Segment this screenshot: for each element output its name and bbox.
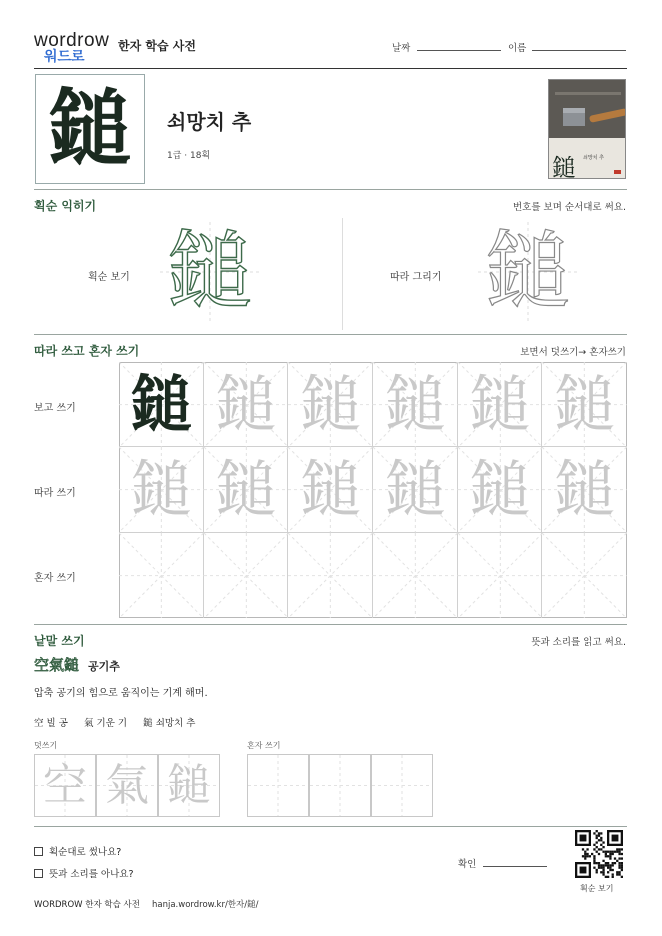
check-item-stroke[interactable] bbox=[34, 844, 121, 858]
trace-character: 鎚 bbox=[553, 453, 616, 527]
gloss-3-char: 鎚 bbox=[143, 718, 153, 729]
practice-rule bbox=[34, 624, 627, 625]
date-label: 날짜 bbox=[392, 43, 411, 54]
word-trace-cell[interactable] bbox=[34, 754, 96, 817]
model-character: 鎚 bbox=[130, 368, 193, 441]
info-rule bbox=[34, 189, 627, 190]
practice-cell[interactable] bbox=[458, 362, 543, 447]
word-trace-character: 氣 bbox=[105, 760, 149, 811]
practice-cell[interactable] bbox=[288, 447, 373, 532]
confirm-label: 확인 bbox=[458, 859, 477, 870]
stroke-order-character: 鎚 bbox=[167, 222, 253, 322]
word-solo-cell[interactable] bbox=[371, 754, 433, 817]
practice-cell[interactable] bbox=[288, 533, 373, 618]
practice-cell[interactable] bbox=[119, 533, 204, 618]
gloss-1-text: 빌 공 bbox=[46, 718, 68, 729]
thumbnail-hanja: 鎚 bbox=[552, 154, 576, 179]
checkbox[interactable] bbox=[34, 869, 43, 878]
practice-cell[interactable] bbox=[542, 447, 627, 532]
row-label-see: 보고 쓰기 bbox=[34, 403, 76, 414]
stroke-divider bbox=[342, 218, 343, 330]
practice-cell[interactable] bbox=[288, 362, 373, 447]
qr-label: 획순 보기 bbox=[580, 884, 614, 893]
practice-cell[interactable] bbox=[542, 533, 627, 618]
check-item-meaning-label: 뜻과 소리를 아나요? bbox=[49, 869, 134, 880]
main-character-box bbox=[35, 74, 145, 184]
word-glosses bbox=[34, 715, 195, 729]
main-character: 鎚 bbox=[47, 79, 132, 178]
trace-character: 鎚 bbox=[215, 453, 278, 527]
gloss-1-char: 空 bbox=[34, 718, 44, 729]
qr-code-icon bbox=[575, 830, 623, 878]
stroke-section-title: 획순 익히기 bbox=[34, 199, 97, 213]
thumbnail-image bbox=[548, 79, 626, 179]
header-title: 한자 학습 사전 bbox=[118, 39, 196, 53]
footer-brand: WORDROW 한자 학습 사전 bbox=[34, 900, 140, 910]
practice-cell[interactable] bbox=[204, 447, 289, 532]
stroke-order-figure bbox=[160, 222, 260, 322]
word-reading: 공기추 bbox=[88, 660, 120, 673]
trace-character: 鎚 bbox=[469, 368, 532, 441]
gloss-2-char: 氣 bbox=[83, 718, 94, 729]
check-item-stroke-label: 획순대로 썼나요? bbox=[49, 847, 122, 858]
practice-title: 따라 쓰고 혼자 쓰기 bbox=[34, 344, 140, 358]
practice-cell[interactable] bbox=[204, 533, 289, 618]
word-trace-cell[interactable] bbox=[158, 754, 220, 817]
word-title: 낱말 쓰기 bbox=[34, 634, 85, 648]
checkbox[interactable] bbox=[34, 847, 43, 856]
word-trace-cell[interactable] bbox=[96, 754, 158, 817]
word-solo-label: 혼자 쓰기 bbox=[247, 741, 281, 750]
name-field[interactable] bbox=[532, 50, 626, 51]
stroke-rule bbox=[34, 334, 627, 335]
practice-cell[interactable] bbox=[542, 362, 627, 447]
row-label-trace: 따라 쓰기 bbox=[34, 488, 76, 499]
row-label-solo: 혼자 쓰기 bbox=[34, 573, 76, 584]
qr-code[interactable] bbox=[575, 830, 623, 878]
trace-character: 鎚 bbox=[384, 453, 447, 527]
word-solo-cell[interactable] bbox=[309, 754, 371, 817]
date-field[interactable] bbox=[417, 50, 501, 51]
word-solo-cell[interactable] bbox=[247, 754, 309, 817]
gloss-3-text: 쇠망치 추 bbox=[155, 718, 196, 729]
stroke-view-label: 획순 보기 bbox=[88, 272, 130, 283]
word-trace-character: 鎚 bbox=[167, 760, 211, 811]
trace-label: 따라 그리기 bbox=[390, 272, 442, 283]
gloss-2-text: 기운 기 bbox=[96, 718, 128, 729]
practice-cell[interactable] bbox=[373, 362, 458, 447]
practice-cell[interactable] bbox=[458, 533, 543, 618]
practice-cell[interactable] bbox=[458, 447, 543, 532]
trace-figure[interactable] bbox=[478, 222, 578, 322]
trace-character: 鎚 bbox=[299, 368, 362, 441]
thumbnail-caption: 쇠망치 추 bbox=[583, 155, 604, 161]
practice-cell[interactable] bbox=[119, 447, 204, 532]
practice-cell[interactable] bbox=[373, 447, 458, 532]
trace-character: 鎚 bbox=[469, 453, 532, 527]
trace-character: 鎚 bbox=[130, 453, 193, 527]
practice-cell[interactable] bbox=[204, 362, 289, 447]
logo-wordmark: wordrow bbox=[34, 30, 110, 51]
trace-character: 鎚 bbox=[215, 368, 278, 441]
word-rule bbox=[34, 826, 627, 827]
footer-url[interactable]: hanja.wordrow.kr/한자/鎚/ bbox=[152, 900, 259, 910]
stroke-section-note: 번호를 보며 순서대로 써요. bbox=[512, 202, 626, 213]
trace-character: 鎚 bbox=[553, 368, 616, 441]
name-label: 이름 bbox=[508, 43, 527, 54]
practice-cell bbox=[119, 362, 204, 447]
logo-hangul: 워드로 bbox=[44, 49, 85, 65]
practice-note: 보면서 덧쓰기→ 혼자쓰기 bbox=[520, 347, 626, 358]
trace-character: 鎚 bbox=[299, 453, 362, 527]
word-definition: 압축 공기의 힘으로 움직이는 기계 해머. bbox=[34, 688, 208, 699]
thumbnail-tag bbox=[614, 170, 621, 174]
grade-strokes: 1급 · 18획 bbox=[167, 151, 211, 161]
logo bbox=[34, 30, 112, 64]
confirm-field[interactable] bbox=[483, 866, 547, 867]
word-hanja: 空氣鎚 bbox=[34, 656, 80, 674]
header-rule bbox=[34, 68, 627, 69]
meaning-sound: 쇠망치 추 bbox=[167, 110, 252, 134]
trace-character: 鎚 bbox=[485, 222, 571, 322]
word-trace-character: 空 bbox=[43, 760, 87, 811]
check-item-meaning[interactable] bbox=[34, 866, 134, 880]
word-trace-label: 덧쓰기 bbox=[34, 741, 58, 750]
practice-cell[interactable] bbox=[373, 533, 458, 618]
trace-character: 鎚 bbox=[384, 368, 447, 441]
word-note: 뜻과 소리를 읽고 써요. bbox=[531, 637, 626, 648]
